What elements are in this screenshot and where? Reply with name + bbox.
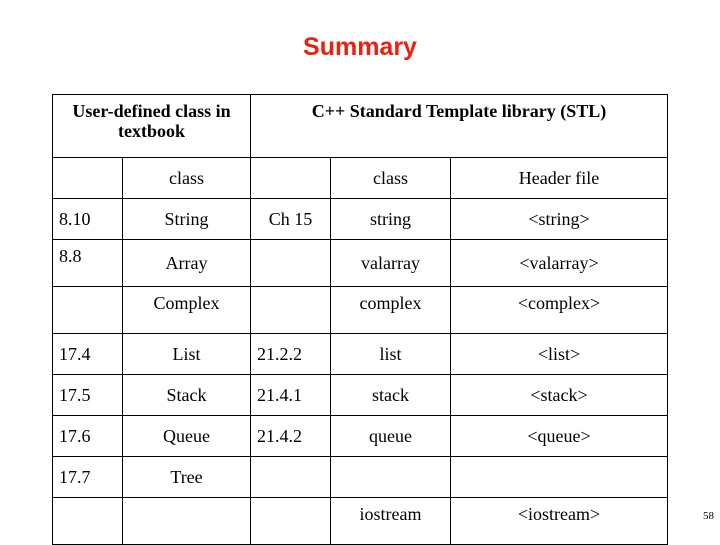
cell-chapter: Ch 15 xyxy=(251,199,331,240)
cell-class: Queue xyxy=(123,416,251,457)
table-subheader-row xyxy=(53,158,668,199)
cell-stl-class: stack xyxy=(331,375,451,416)
cell-class xyxy=(123,498,251,545)
subheader-class-right: class xyxy=(331,158,451,199)
cell-chapter xyxy=(251,457,331,498)
cell-class: Tree xyxy=(123,457,251,498)
cell-empty xyxy=(251,158,331,199)
cell-class: Stack xyxy=(123,375,251,416)
table-header-row xyxy=(53,95,668,158)
table-row xyxy=(53,416,668,457)
slide-title: Summary xyxy=(303,33,417,61)
table-row xyxy=(53,199,668,240)
cell-section xyxy=(53,287,123,334)
cell-stl-class: valarray xyxy=(331,240,451,287)
cell-header-file: <complex> xyxy=(451,287,668,334)
table-row xyxy=(53,375,668,416)
cell-section xyxy=(53,498,123,545)
cell-class: String xyxy=(123,199,251,240)
table-row xyxy=(53,240,668,287)
cell-class: Complex xyxy=(123,287,251,334)
table-row xyxy=(53,498,668,545)
page-number: 58 xyxy=(703,510,714,522)
cell-class: Array xyxy=(123,240,251,287)
cell-empty xyxy=(53,158,123,199)
cell-chapter xyxy=(251,287,331,334)
cell-header-file: <queue> xyxy=(451,416,668,457)
summary-table xyxy=(52,94,668,545)
cell-header-file xyxy=(451,457,668,498)
cell-section: 17.6 xyxy=(53,416,123,457)
cell-chapter xyxy=(251,240,331,287)
cell-chapter: 21.4.2 xyxy=(251,416,331,457)
cell-header-file: <stack> xyxy=(451,375,668,416)
cell-header-file: <string> xyxy=(451,199,668,240)
cell-stl-class: list xyxy=(331,334,451,375)
cell-header-file: <iostream> xyxy=(451,498,668,545)
table-row xyxy=(53,287,668,334)
subheader-header-file: Header file xyxy=(451,158,668,199)
cell-section: 17.7 xyxy=(53,457,123,498)
cell-stl-class xyxy=(331,457,451,498)
subheader-class-left: class xyxy=(123,158,251,199)
cell-chapter xyxy=(251,498,331,545)
cell-section: 17.5 xyxy=(53,375,123,416)
cell-chapter: 21.2.2 xyxy=(251,334,331,375)
cell-section: 8.10 xyxy=(53,199,123,240)
cell-stl-class: iostream xyxy=(331,498,451,545)
table-row xyxy=(53,457,668,498)
header-textbook: User-defined class in textbook xyxy=(53,95,251,158)
cell-stl-class: complex xyxy=(331,287,451,334)
cell-section: 17.4 xyxy=(53,334,123,375)
cell-header-file: <list> xyxy=(451,334,668,375)
cell-chapter: 21.4.1 xyxy=(251,375,331,416)
cell-section: 8.8 xyxy=(53,240,123,287)
cell-header-file: <valarray> xyxy=(451,240,668,287)
cell-stl-class: string xyxy=(331,199,451,240)
header-stl: C++ Standard Template library (STL) xyxy=(251,95,668,158)
table-row xyxy=(53,334,668,375)
cell-stl-class: queue xyxy=(331,416,451,457)
cell-class: List xyxy=(123,334,251,375)
